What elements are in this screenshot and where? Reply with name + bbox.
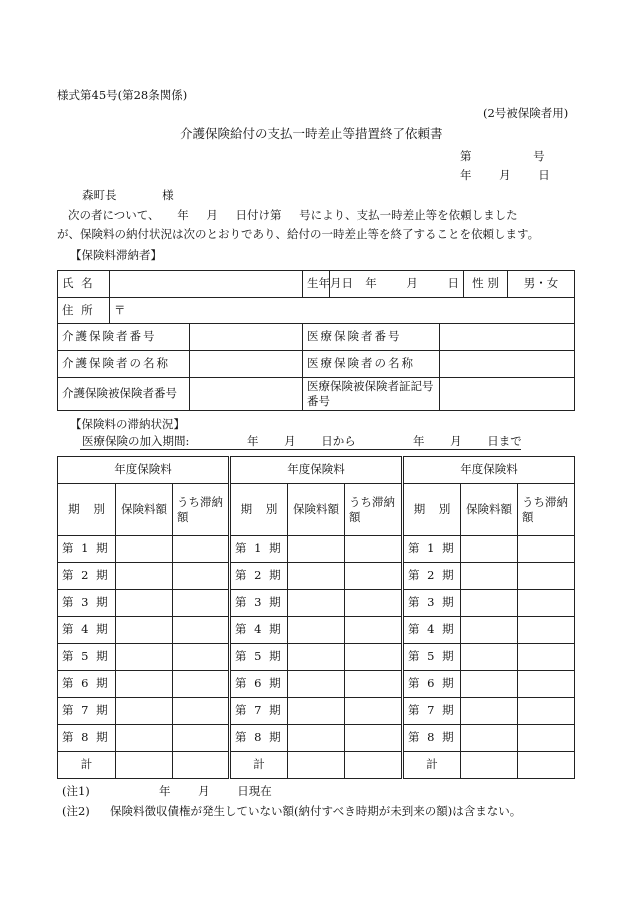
period-label: 第 3 期 — [230, 590, 288, 617]
period-label: 第 2 期 — [230, 563, 288, 590]
period-label: 第 8 期 — [403, 725, 461, 752]
premium-amount-cell[interactable] — [461, 725, 518, 752]
period-label: 第 4 期 — [230, 617, 288, 644]
period-label: 第 7 期 — [230, 698, 288, 725]
enrollment-period-from[interactable]: 年 月 日から — [247, 434, 356, 448]
insured-type: (2号被保険者用) — [483, 106, 569, 120]
period-label: 第 5 期 — [230, 644, 288, 671]
premium-amount-cell[interactable] — [461, 617, 518, 644]
arrears-amount-cell[interactable] — [518, 644, 575, 671]
period-row — [58, 590, 575, 617]
col-arrears-2: うち滞納額 — [345, 484, 403, 536]
premium-amount-cell[interactable] — [116, 590, 173, 617]
col-premium-3: 保険料額 — [461, 484, 518, 536]
period-label: 第 8 期 — [58, 725, 116, 752]
arrears-amount-cell[interactable] — [345, 563, 403, 590]
arrears-amount-cell[interactable] — [173, 644, 230, 671]
note-2-text: 保険料徴収債権が発生していない額(納付すべき時期が未到来の額)は含まない。 — [110, 804, 522, 818]
address-label: 住 所 — [58, 298, 110, 324]
premium-amount-cell[interactable] — [116, 617, 173, 644]
body-line-2: が、保険料の納付状況は次のとおりであり、給付の一時差止等を終了することを依頼します。 — [57, 227, 540, 241]
period-label: 第 3 期 — [58, 590, 116, 617]
period-row — [58, 725, 575, 752]
period-label: 第 6 期 — [403, 671, 461, 698]
col-period-3: 期 別 — [403, 484, 461, 536]
premium-amount-cell[interactable] — [461, 644, 518, 671]
care-insurer-number-field[interactable] — [190, 324, 303, 351]
arrears-amount-cell[interactable] — [173, 671, 230, 698]
document-number: 第 号 — [460, 149, 545, 163]
sex-label: 性 別 — [464, 271, 508, 298]
period-label: 第 3 期 — [403, 590, 461, 617]
period-label: 第 8 期 — [230, 725, 288, 752]
period-row — [58, 536, 575, 563]
care-insurer-number-label: 介護保険者番号 — [58, 324, 190, 351]
premium-amount-cell[interactable] — [288, 671, 345, 698]
section-heading-delinquent: 【保険料滞納者】 — [70, 248, 162, 262]
year-header-3: 年度保険料 — [403, 457, 575, 484]
premium-amount-cell[interactable] — [116, 725, 173, 752]
name-label: 氏 名 — [58, 271, 110, 298]
col-premium-2: 保険料額 — [288, 484, 345, 536]
arrears-amount-cell[interactable] — [173, 698, 230, 725]
premium-amount-cell[interactable] — [116, 644, 173, 671]
note-1-label: (注1) — [62, 784, 90, 798]
period-label: 第 4 期 — [403, 617, 461, 644]
premium-amount-cell[interactable] — [288, 563, 345, 590]
arrears-amount-cell[interactable] — [345, 617, 403, 644]
period-label: 第 2 期 — [58, 563, 116, 590]
enrollment-period-label: 医療保険の加入期間: — [82, 434, 190, 448]
premium-amount-cell[interactable] — [461, 563, 518, 590]
medical-insurer-number-field[interactable] — [440, 324, 575, 351]
period-row — [58, 698, 575, 725]
arrears-amount-cell[interactable] — [345, 590, 403, 617]
medical-insured-cert-field[interactable] — [440, 378, 575, 411]
period-row — [58, 617, 575, 644]
arrears-amount-cell[interactable] — [173, 536, 230, 563]
period-row — [58, 644, 575, 671]
arrears-amount-cell[interactable] — [518, 590, 575, 617]
arrears-amount-cell[interactable] — [518, 698, 575, 725]
arrears-amount-cell[interactable] — [345, 536, 403, 563]
period-label: 第 1 期 — [230, 536, 288, 563]
arrears-amount-cell[interactable] — [518, 725, 575, 752]
body-line-1: 次の者について、 年 月 日付け第 号により、支払一時差止等を依頼しました — [68, 208, 518, 222]
total-premium-1[interactable] — [116, 752, 173, 779]
medical-insurer-name-label: 医療保険者の名称 — [303, 351, 440, 378]
section-heading-arrears: 【保険料の滞納状況】 — [70, 417, 185, 431]
total-label-2: 計 — [230, 752, 288, 779]
premium-amount-cell[interactable] — [461, 590, 518, 617]
arrears-amount-cell[interactable] — [173, 617, 230, 644]
arrears-amount-cell[interactable] — [173, 590, 230, 617]
total-premium-3[interactable] — [461, 752, 518, 779]
premium-amount-cell[interactable] — [288, 644, 345, 671]
care-insured-number-field[interactable] — [190, 378, 303, 411]
address-field[interactable]: 〒 — [110, 298, 575, 324]
note-2-label: (注2) — [62, 804, 90, 818]
year-header-1: 年度保険料 — [58, 457, 230, 484]
care-insurer-name-label: 介護保険者の名称 — [58, 351, 190, 378]
document-title: 介護保険給付の支払一時差止等措置終了依頼書 — [180, 126, 443, 141]
period-label: 第 2 期 — [403, 563, 461, 590]
arrears-amount-cell[interactable] — [173, 725, 230, 752]
premium-amount-cell[interactable] — [116, 563, 173, 590]
arrears-amount-cell[interactable] — [345, 671, 403, 698]
arrears-amount-cell[interactable] — [518, 536, 575, 563]
arrears-amount-cell[interactable] — [345, 725, 403, 752]
total-arrears-2[interactable] — [345, 752, 403, 779]
arrears-amount-cell[interactable] — [345, 698, 403, 725]
birth-date-label: 生年月日 — [303, 271, 330, 298]
premium-amount-cell[interactable] — [288, 725, 345, 752]
year-header-2: 年度保険料 — [230, 457, 403, 484]
period-label: 第 4 期 — [58, 617, 116, 644]
arrears-amount-cell[interactable] — [518, 617, 575, 644]
total-label-1: 計 — [58, 752, 116, 779]
care-insurer-name-field[interactable] — [190, 351, 303, 378]
arrears-amount-cell[interactable] — [518, 563, 575, 590]
premium-amount-cell[interactable] — [288, 590, 345, 617]
addressee: 森町長 様 — [82, 188, 174, 202]
premium-amount-cell[interactable] — [461, 536, 518, 563]
col-premium-1: 保険料額 — [116, 484, 173, 536]
form-number: 様式第45号(第28条関係) — [57, 88, 188, 102]
premium-amount-cell[interactable] — [461, 698, 518, 725]
premium-amount-cell[interactable] — [288, 698, 345, 725]
period-label: 第 1 期 — [403, 536, 461, 563]
premium-amount-cell[interactable] — [288, 536, 345, 563]
note-1-text: 年 月 日現在 — [159, 784, 272, 798]
document-date: 年 月 日 — [460, 168, 550, 182]
period-label: 第 5 期 — [58, 644, 116, 671]
care-insured-number-label: 介護保険被保険者番号 — [58, 378, 190, 411]
medical-insurer-name-field[interactable] — [440, 351, 575, 378]
premium-amount-cell[interactable] — [116, 698, 173, 725]
premium-amount-cell[interactable] — [461, 671, 518, 698]
arrears-table — [57, 456, 575, 779]
total-arrears-1[interactable] — [173, 752, 230, 779]
total-label-3: 計 — [403, 752, 461, 779]
col-arrears-3: うち滞納額 — [518, 484, 575, 536]
birth-date-field[interactable]: 年 月 日 — [330, 271, 464, 298]
col-period-1: 期 別 — [58, 484, 116, 536]
col-arrears-1: うち滞納額 — [173, 484, 230, 536]
enrollment-period-to[interactable]: 年 月 日まで — [413, 434, 522, 448]
premium-amount-cell[interactable] — [116, 536, 173, 563]
arrears-amount-cell[interactable] — [345, 644, 403, 671]
col-period-2: 期 別 — [230, 484, 288, 536]
period-row — [58, 563, 575, 590]
name-field[interactable] — [110, 271, 303, 298]
medical-insurer-number-label: 医療保険者番号 — [303, 324, 440, 351]
period-label: 第 6 期 — [230, 671, 288, 698]
person-info-table — [57, 270, 575, 411]
total-arrears-3[interactable] — [518, 752, 575, 779]
total-premium-2[interactable] — [288, 752, 345, 779]
arrears-amount-cell[interactable] — [173, 563, 230, 590]
period-label: 第 5 期 — [403, 644, 461, 671]
arrears-amount-cell[interactable] — [518, 671, 575, 698]
premium-amount-cell[interactable] — [116, 671, 173, 698]
period-label: 第 6 期 — [58, 671, 116, 698]
premium-amount-cell[interactable] — [288, 617, 345, 644]
period-row — [58, 671, 575, 698]
period-label: 第 1 期 — [58, 536, 116, 563]
period-label: 第 7 期 — [403, 698, 461, 725]
medical-insured-cert-label: 医療保険被保険者証記号番号 — [303, 378, 440, 411]
sex-field[interactable]: 男・女 — [508, 271, 575, 298]
period-label: 第 7 期 — [58, 698, 116, 725]
